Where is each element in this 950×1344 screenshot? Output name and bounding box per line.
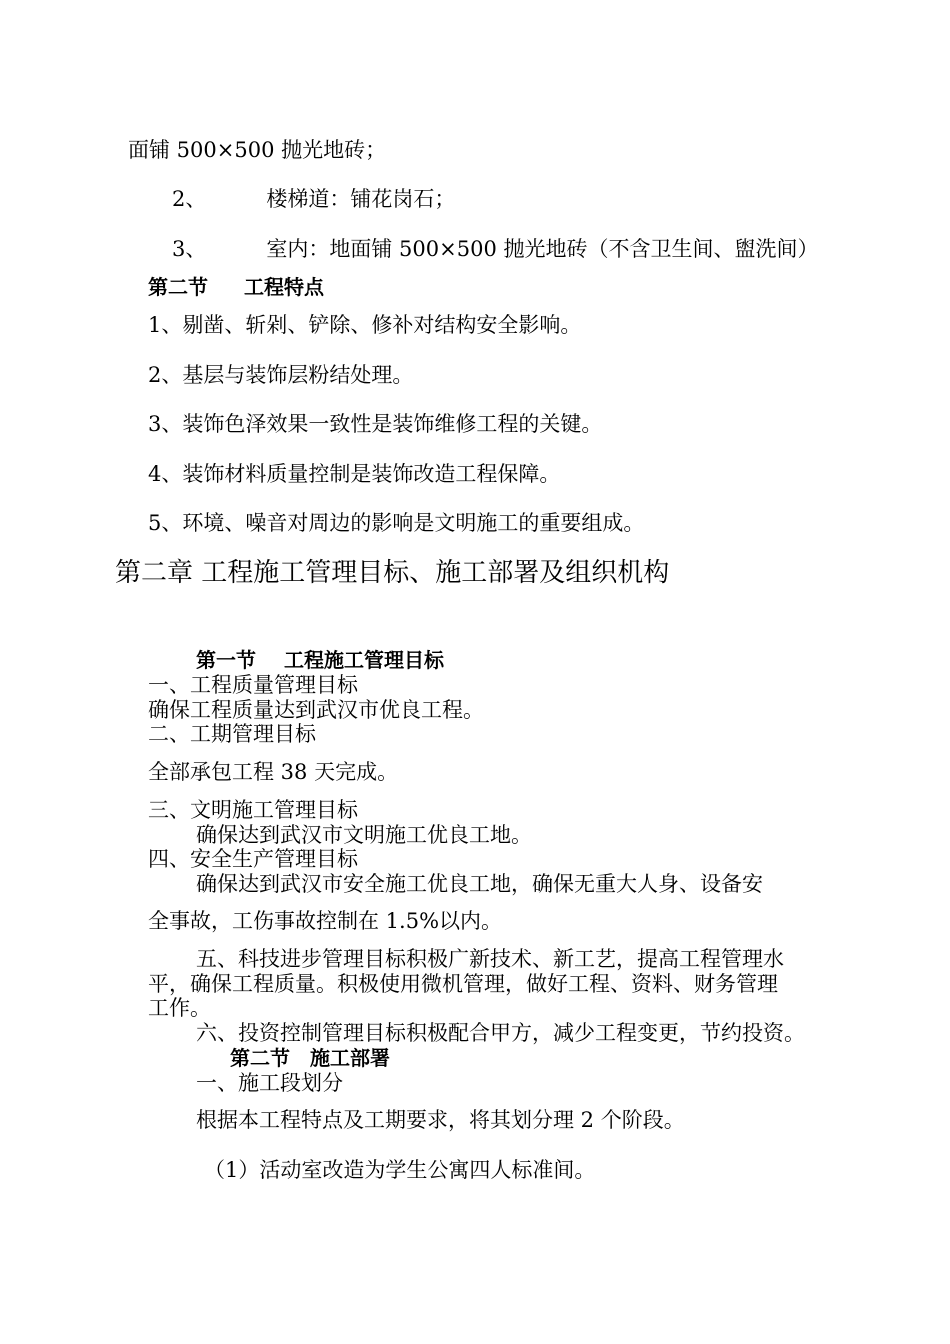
goal-tech-line1: 五、科技进步管理目标积极广新技术、新工艺，提高工程管理水 (196, 947, 784, 971)
list-text: 楼梯道：铺花岗石； (266, 187, 456, 211)
section-heading-goals (196, 647, 444, 673)
goal-tech-line2: 平，确保工程质量。积极使用微机管理，做好工程、资料、财务管理 (148, 972, 778, 996)
goal-text-schedule: 全部承包工程 38 天完成。 (148, 760, 399, 784)
section-title: 工程施工管理目标 (284, 648, 444, 672)
goal-investment: 六、投资控制管理目标积极配合甲方，减少工程变更，节约投资。 (196, 1021, 805, 1045)
section-title: 工程特点 (244, 275, 324, 299)
deployment-text-stages: 根据本工程特点及工期要求，将其划分理 2 个阶段。 (196, 1108, 685, 1132)
section-heading-features (148, 274, 324, 300)
section-number: 第一节 (196, 648, 256, 672)
feature-item-4: 4、装饰材料质量控制是装饰改造工程保障。 (148, 462, 561, 486)
list-number: 3、 (172, 237, 207, 261)
goal-text-civilized: 确保达到武汉市文明施工优良工地。 (196, 823, 532, 847)
goal-text-safety-line1: 确保达到武汉市安全施工优良工地，确保无重大人身、设备安 (196, 872, 763, 896)
section-number: 第二节 (148, 275, 208, 299)
section-title: 施工部署 (310, 1046, 390, 1070)
feature-item-1: 1、剔凿、斩剁、铲除、修补对结构安全影响。 (148, 313, 582, 337)
section-heading-deployment (230, 1045, 390, 1071)
goal-tech-line3: 工作。 (148, 996, 211, 1020)
list-item-2 (172, 186, 455, 212)
goal-heading-safety: 四、安全生产管理目标 (148, 847, 358, 871)
feature-item-5: 5、环境、噪音对周边的影响是文明施工的重要组成。 (148, 511, 645, 535)
deployment-heading-stages: 一、施工段划分 (196, 1071, 343, 1095)
section-number: 第二节 (230, 1046, 290, 1070)
deployment-stage-1: （1）活动室改造为学生公寓四人标准间。 (204, 1158, 596, 1182)
goal-text-quality: 确保工程质量达到武汉市优良工程。 (148, 698, 484, 722)
list-text: 室内：地面铺 500×500 抛光地砖（不含卫生间、盥洗间） (266, 237, 819, 261)
goal-heading-civilized: 三、文明施工管理目标 (148, 798, 358, 822)
feature-item-2: 2、基层与装饰层粉结处理。 (148, 363, 414, 387)
list-item-3 (172, 236, 818, 262)
list-number: 2、 (172, 187, 207, 211)
goal-text-safety-line2: 全事故，工伤事故控制在 1.5%以内。 (148, 909, 503, 933)
chapter-heading: 第二章 工程施工管理目标、施工部署及组织机构 (115, 558, 670, 588)
paragraph-floor-tiles: 面铺 500×500 抛光地砖； (128, 138, 387, 162)
goal-heading-quality: 一、工程质量管理目标 (148, 673, 358, 697)
feature-item-3: 3、装饰色泽效果一致性是装饰维修工程的关键。 (148, 412, 603, 436)
goal-heading-schedule: 二、工期管理目标 (148, 722, 316, 746)
